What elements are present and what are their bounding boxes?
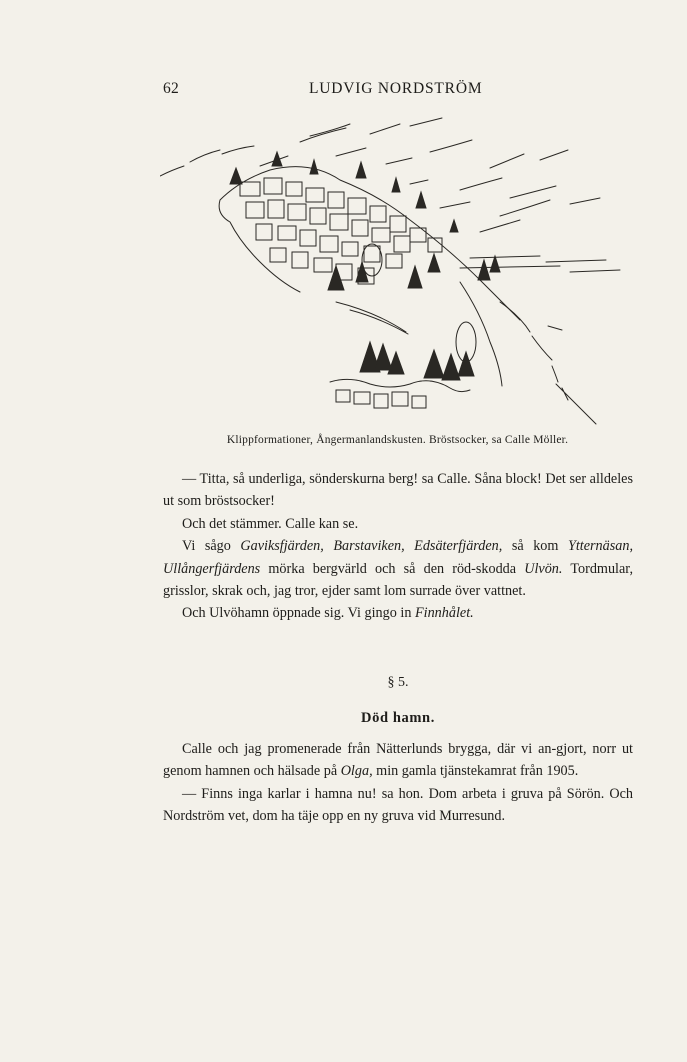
running-title: LUDVIG NORDSTRÖM: [309, 80, 483, 97]
text-line: — Titta, så underliga, sönderskurna berg! sa Calle. Såna block!: [182, 471, 542, 487]
text-segment: Calle och jag promenerade från Nätterlunds brygga, där vi an-gjort, norr ut genom hamnen och hälsade på: [163, 741, 633, 780]
page-header: [163, 80, 633, 102]
text-block-1: [163, 468, 633, 625]
paragraph: [163, 535, 633, 602]
text-segment: så kom: [502, 538, 568, 555]
text-segment: Vi sågo: [182, 538, 241, 555]
text-segment: Finnhålet.: [414, 605, 474, 622]
text-segment: Och Ulvöhamn öppnade sig. Vi gingo in: [182, 605, 415, 622]
paragraph: [163, 738, 633, 783]
text-line: — Finns inga karlar i hamna nu! sa hon. Dom arbeta i gruva: [182, 785, 544, 802]
text-segment: Ulvön.: [524, 560, 563, 577]
text-segment: Ytternäsan, Ullångerfjärdens: [163, 538, 634, 577]
text-line: Det ser alldeles ut som bröstsocker!: [163, 471, 633, 510]
paragraph: [163, 602, 633, 624]
text-block-2: [163, 738, 633, 828]
text-segment: Gaviksfjärden, Barstaviken, Edsäterfjärden,: [240, 538, 503, 555]
chapter-title: Död hamn.: [361, 710, 435, 726]
paragraph: [163, 513, 633, 535]
paragraph: [163, 783, 633, 828]
text-line: Och det stämmer. Calle kan se.: [182, 515, 359, 532]
text-segment: min gamla tjänstekamrat från 1905.: [372, 763, 579, 780]
text-segment: Tordmular, grisslor, skrak och, jag tror, ejder samt lom surrade över vattnet.: [163, 560, 634, 600]
paragraph: [163, 468, 633, 513]
text-line: på Sörön. Och Nordström vet, dom ha täje opp en ny gruva vid: [163, 785, 633, 825]
section-mark: § 5.: [387, 675, 409, 690]
text-segment: Olga,: [340, 763, 373, 780]
figure-caption: Klippformationer, Ångermanlandskusten. Bröstsocker, sa Calle Möller.: [226, 434, 569, 446]
rocky-coast-illustration-icon: [160, 112, 635, 432]
text-segment: mörka bergvärld och så den röd-skodda: [260, 560, 525, 577]
text-line: Murresund.: [439, 808, 506, 825]
page-number: 62: [163, 80, 180, 97]
